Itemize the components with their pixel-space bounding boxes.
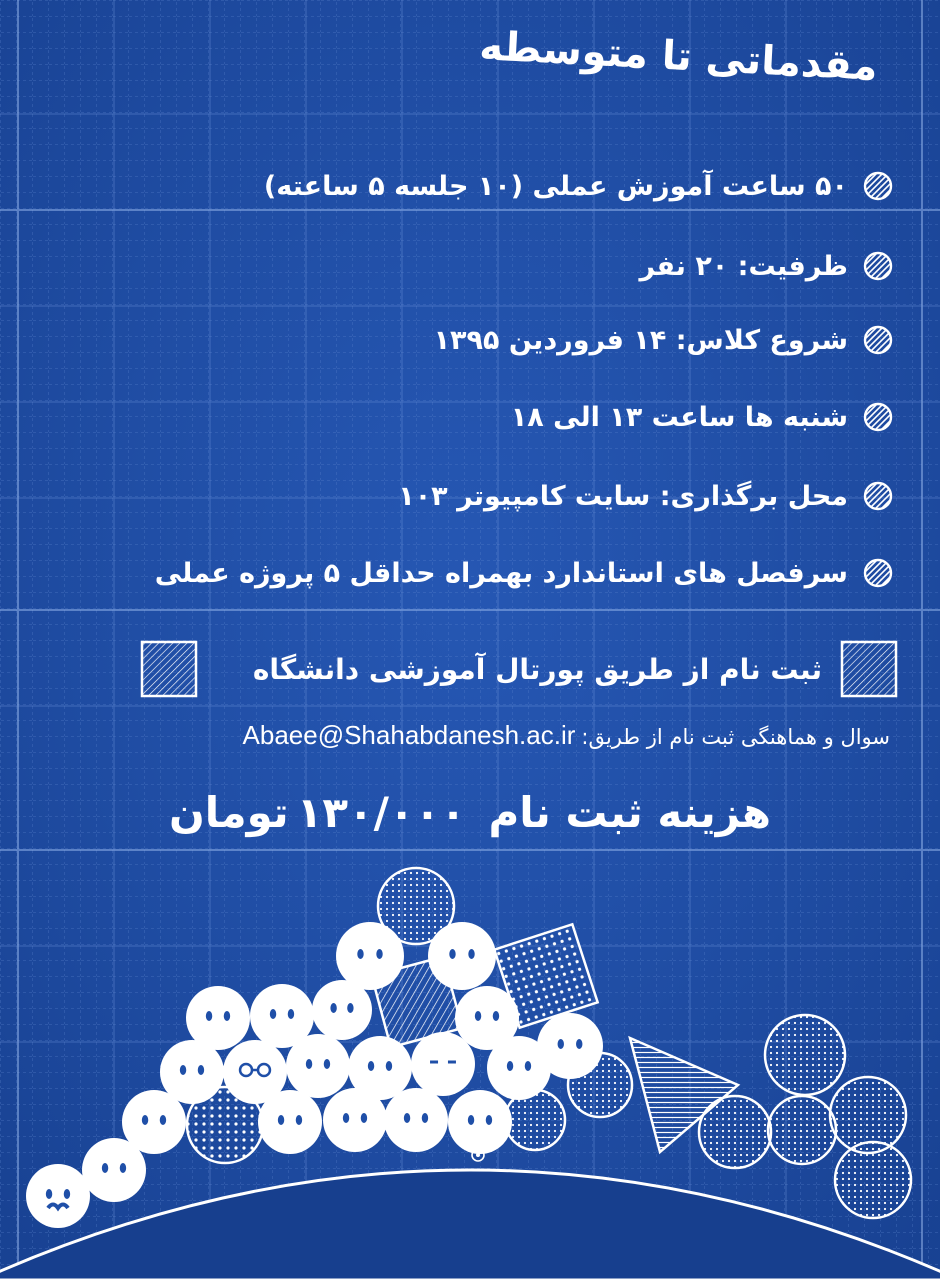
eye-right — [576, 1039, 582, 1049]
eye-left — [278, 1115, 284, 1125]
eye-right — [120, 1163, 126, 1173]
eye-right — [324, 1059, 330, 1069]
eye-right — [160, 1115, 166, 1125]
registration-fee — [0, 788, 940, 837]
mustache — [48, 1205, 68, 1209]
eye-left — [180, 1065, 186, 1075]
contact-label: سوال و هماهنگی ثبت نام از طریق: — [581, 725, 890, 749]
eye-right — [361, 1113, 367, 1123]
eye-left — [142, 1115, 148, 1125]
eye-left — [468, 1115, 474, 1125]
eye-right — [376, 949, 382, 959]
registration-text: ثبت نام از طریق پورتال آموزشی دانشگاه — [252, 652, 822, 686]
eye-right — [347, 1003, 353, 1013]
eye-left — [368, 1061, 374, 1071]
eye-left — [475, 1011, 481, 1021]
face-ball — [312, 980, 372, 1040]
eye-right — [525, 1061, 531, 1071]
face-ball — [258, 1090, 322, 1154]
face-ball — [26, 1164, 90, 1228]
registration-line — [253, 640, 898, 698]
face-ball — [286, 1034, 350, 1098]
eye-left — [306, 1059, 312, 1069]
face-ball — [384, 1088, 448, 1152]
eye-right — [486, 1115, 492, 1125]
dotted-ball — [765, 1015, 845, 1095]
hatched-square-icon — [840, 640, 898, 698]
face-ball — [448, 1090, 512, 1154]
eye-left — [357, 949, 363, 959]
hatched-circle-icon — [862, 324, 894, 356]
eye-right — [386, 1061, 392, 1071]
info-item-text: شروع کلاس: ۱۴ فروردین ۱۳۹۵ — [433, 324, 848, 356]
eye-right — [422, 1113, 428, 1123]
face-ball — [82, 1138, 146, 1202]
eye-right — [296, 1115, 302, 1125]
info-item — [398, 476, 894, 516]
info-item — [264, 166, 894, 206]
contact-email[interactable]: Abaee@Shahabdanesh.ac.ir — [242, 720, 576, 750]
eye-left — [330, 1003, 336, 1013]
eye-left — [558, 1039, 564, 1049]
fee-unit: تومان — [168, 788, 289, 837]
fee-label: هزینه ثبت نام — [488, 788, 772, 837]
info-item — [155, 553, 894, 593]
face-ball — [336, 922, 404, 990]
info-item-text: محل برگذاری: سایت کامپیوتر ۱۰۳ — [398, 480, 848, 512]
hatched-square-icon — [140, 640, 198, 698]
eye-right — [64, 1189, 70, 1199]
info-item-text: ۵۰ ساعت آموزش عملی (۱۰ جلسه ۵ ساعته) — [263, 170, 848, 202]
hatched-circle-icon — [862, 170, 894, 202]
eye-right — [224, 1011, 230, 1021]
hatched-circle-icon — [862, 401, 894, 433]
face-ball — [411, 1032, 475, 1096]
eye-left — [449, 949, 455, 959]
face-ball — [487, 1036, 551, 1100]
eye-right — [468, 949, 474, 959]
eye-left — [270, 1009, 276, 1019]
info-item — [640, 246, 894, 286]
hatched-circle-icon — [862, 480, 894, 512]
eye-right — [288, 1009, 294, 1019]
dotted-ball — [768, 1096, 836, 1164]
info-item-text: ظرفیت: ۲۰ نفر — [639, 250, 848, 282]
eye-right — [198, 1065, 204, 1075]
eye-left — [343, 1113, 349, 1123]
page-title: مقدماتی تا متوسطه — [478, 23, 880, 90]
fee-amount: ۱۳۰/۰۰۰ — [296, 788, 466, 837]
hatched-circle-icon — [862, 250, 894, 282]
info-item-text: شنبه ها ساعت ۱۳ الی ۱۸ — [510, 401, 848, 433]
dotted-ball — [835, 1142, 911, 1218]
eye-left — [507, 1061, 513, 1071]
info-item-text: سرفصل های استاندارد بهمراه حداقل ۵ پروژه عملی — [154, 557, 848, 589]
eye-left — [46, 1189, 52, 1199]
face-ball — [323, 1088, 387, 1152]
face-ball — [428, 922, 496, 990]
contact-line — [243, 720, 890, 751]
ball-pile-illustration — [0, 840, 940, 1280]
eye-left — [102, 1163, 108, 1173]
eye-left — [206, 1011, 212, 1021]
hatched-circle-icon — [862, 557, 894, 589]
eye-right — [493, 1011, 499, 1021]
dotted-ball — [699, 1096, 771, 1168]
eye-left — [404, 1113, 410, 1123]
info-item — [511, 397, 894, 437]
info-item — [434, 320, 894, 360]
